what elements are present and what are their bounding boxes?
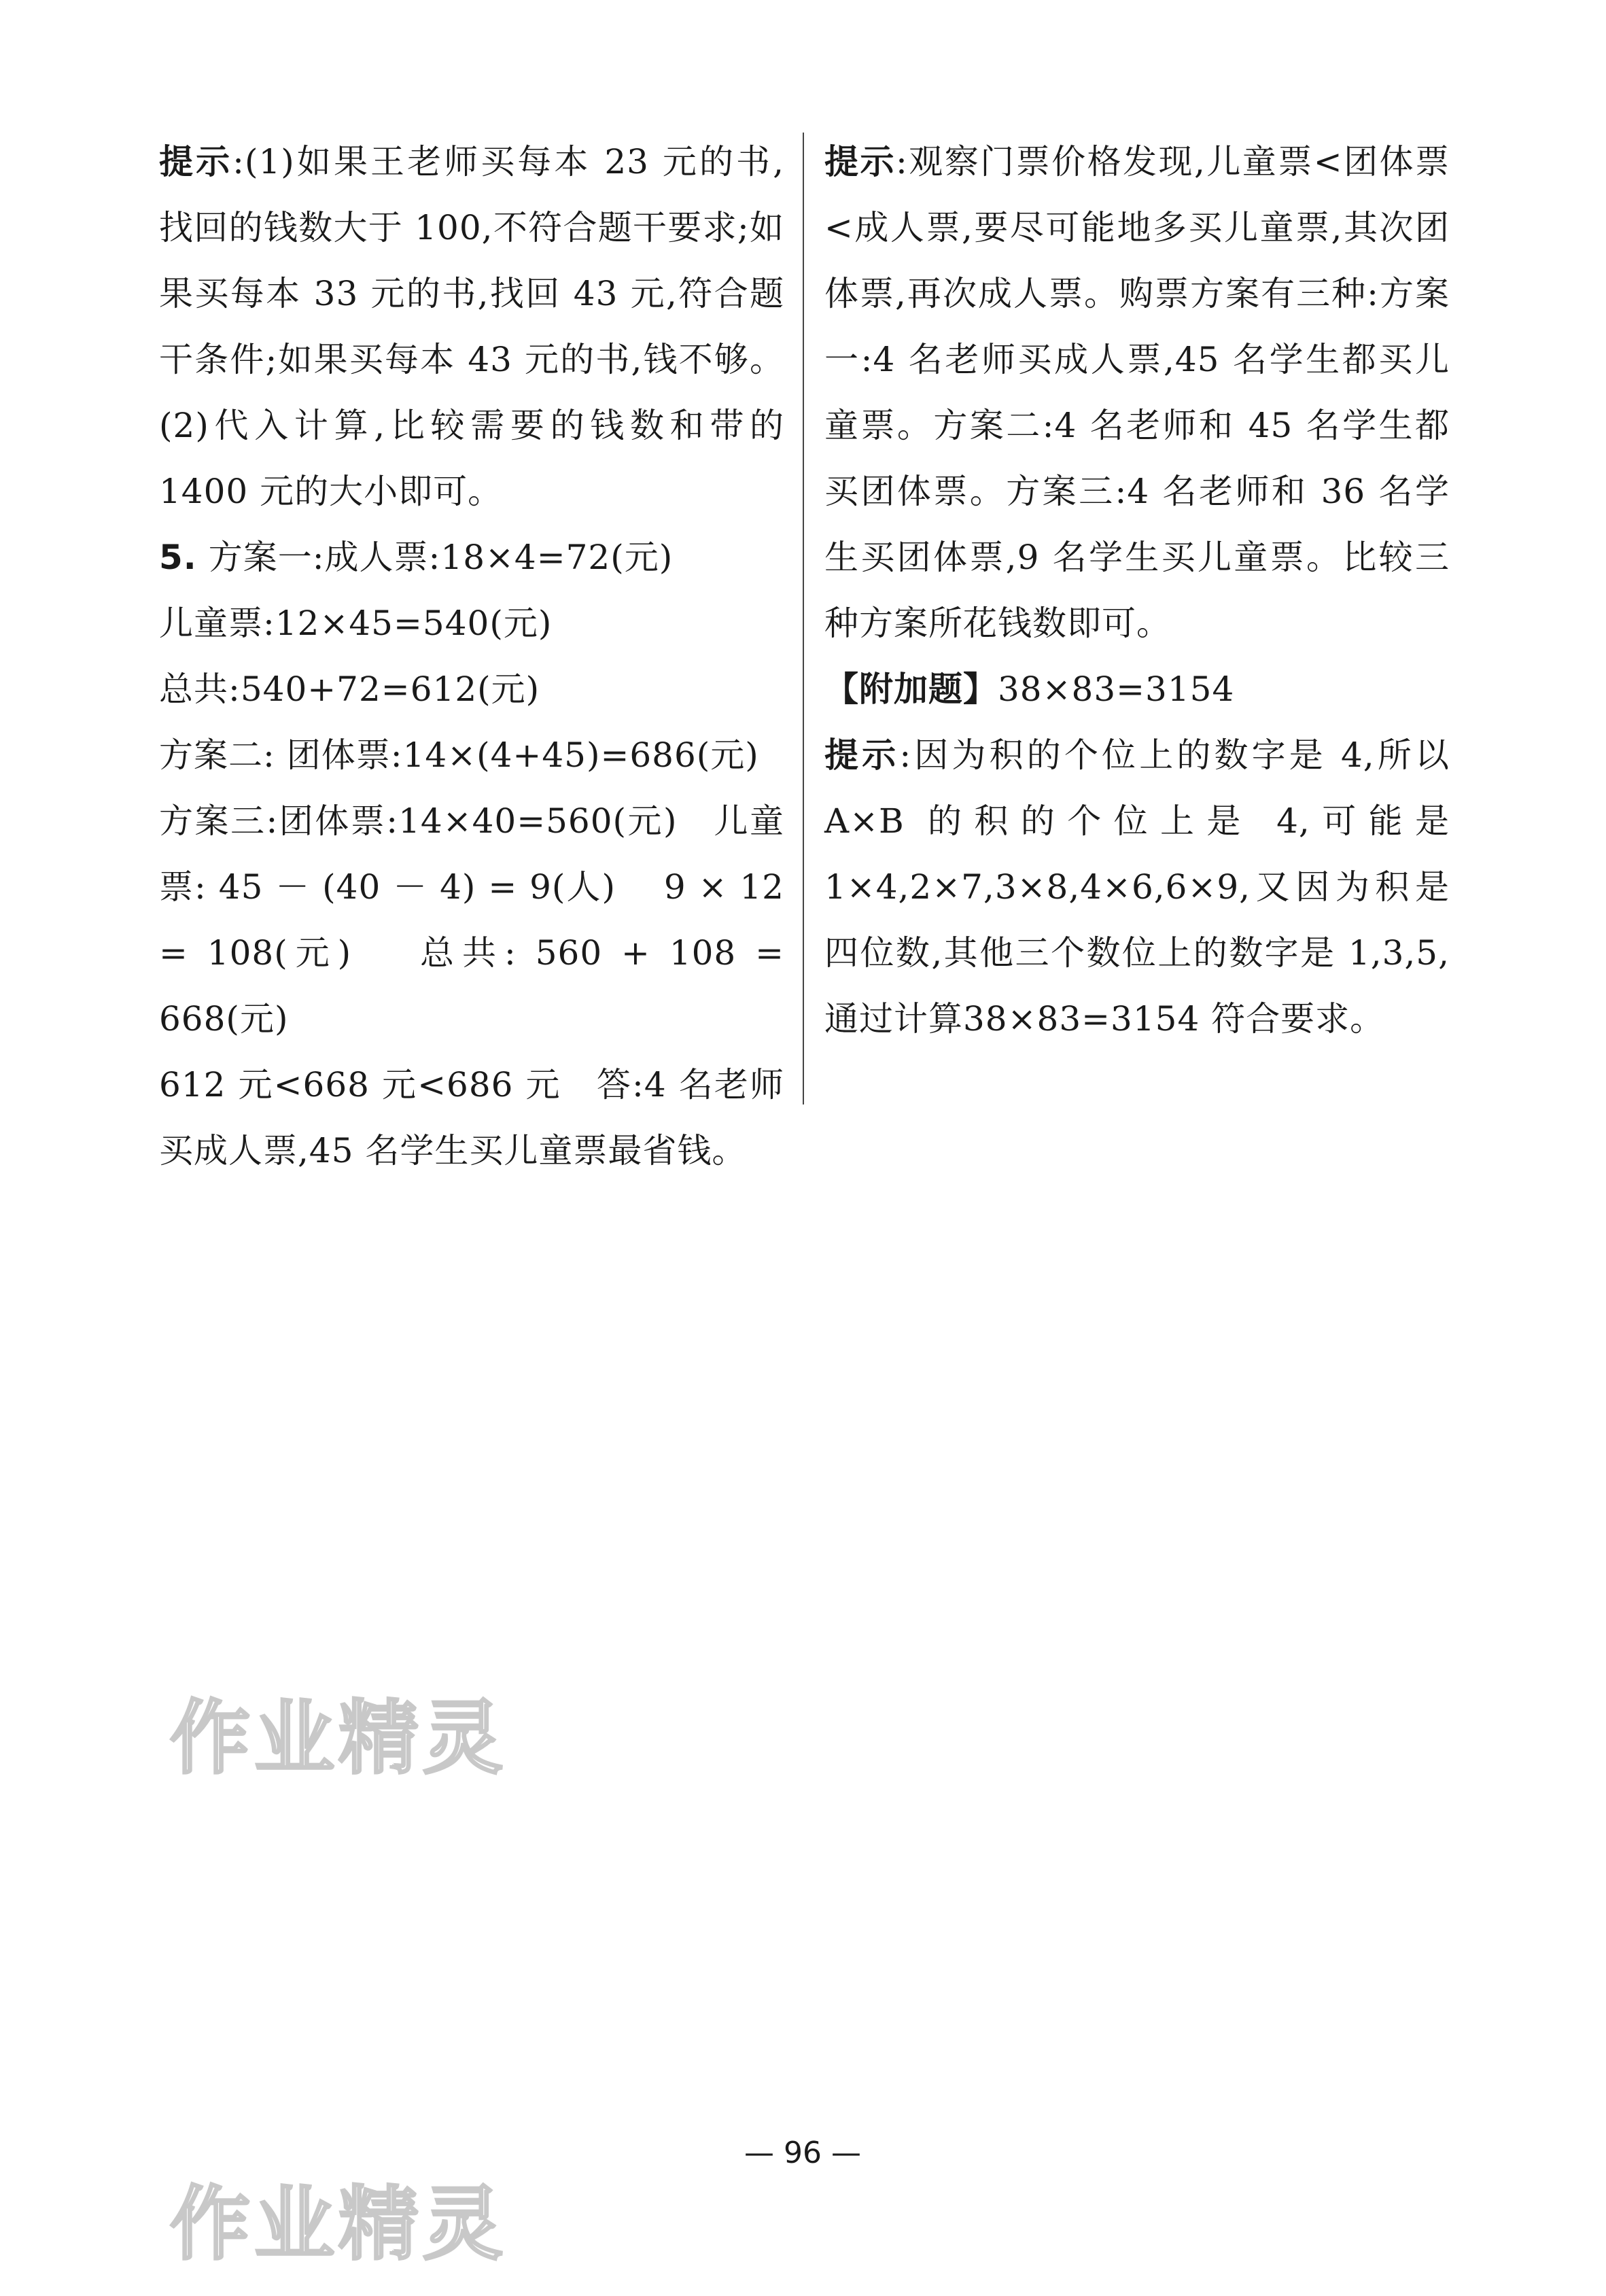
bonus-label: 【附加题】 [824, 669, 998, 709]
bonus-answer: 38×83=3154 [998, 669, 1235, 709]
hint-text: :(1)如果王老师买每本 23 元的书,找回的钱数大于 100,不符合题干要求;如果买每本 33 元的书,找回 43 元,符合题干条件;如果买每本 43 元的书,钱不够。(2)代入计算,比较需要的钱数和带的 1400 元的大小即可。 [159, 142, 785, 511]
q5-line-1 [159, 525, 784, 591]
right-column [824, 129, 1450, 1052]
q5-plan3: 方案三:团体票:14×40=560(元) 儿童票: 45 － (40 － 4) = 9(人) 9 × 12 = 108(元) 总共: 560 + 108 = 668(元) [159, 801, 784, 1039]
q5-plan1-total: 总共:540+72=612(元) [159, 669, 540, 709]
q5-plan1-adult: 方案一:成人票:18×4=72(元) [196, 538, 674, 577]
hint-label: 提示 [159, 142, 233, 181]
page-number: — 96 — [744, 2136, 861, 2170]
left-hint-paragraph [159, 129, 784, 525]
watermark-text: 作业精灵 [170, 2177, 508, 2271]
hint-label: 提示 [824, 142, 896, 181]
q5-number: 5. [159, 538, 197, 577]
q5-plan1-child: 儿童票:12×45=540(元) [159, 604, 553, 643]
column-divider [803, 133, 804, 1104]
bonus-hint-paragraph [824, 723, 1450, 1052]
q5-answer: 612 元<668 元<686 元 答:4 名老师买成人票,45 名学生买儿童票最省钱。 [159, 1065, 784, 1170]
hint-text: :因为积的个位上的数字是 4,所以 A×B 的积的个位上是 4,可能是 1×4,2×7,3×8,4×6,6×9,又因为积是四位数,其他三个数位上的数字是 1,3,5,通过计算38×83=3154 符合要求。 [824, 735, 1450, 1039]
watermark-logo [167, 1686, 547, 1788]
watermark-logo [167, 2172, 547, 2274]
q5-plan2: 方案二: 团体票:14×(4+45)=686(元) [159, 735, 759, 775]
bonus-question [824, 657, 1450, 723]
left-column [159, 129, 784, 1184]
hint-text: :观察门票价格发现,儿童票<团体票<成人票,要尽可能地多买儿童票,其次团体票,再次成人票。购票方案有三种:方案一:4 名老师买成人票,45 名学生都买儿童票。方案二:4 名老师和 45 名学生都买团体票。方案三:4 名老师和 36 名学生买团体票,9 名学生买儿童票。比较三种方案所花钱数即可。 [824, 142, 1450, 643]
hint-label: 提示 [824, 735, 900, 775]
right-hint-paragraph [824, 129, 1450, 657]
watermark-text: 作业精灵 [170, 1691, 508, 1785]
